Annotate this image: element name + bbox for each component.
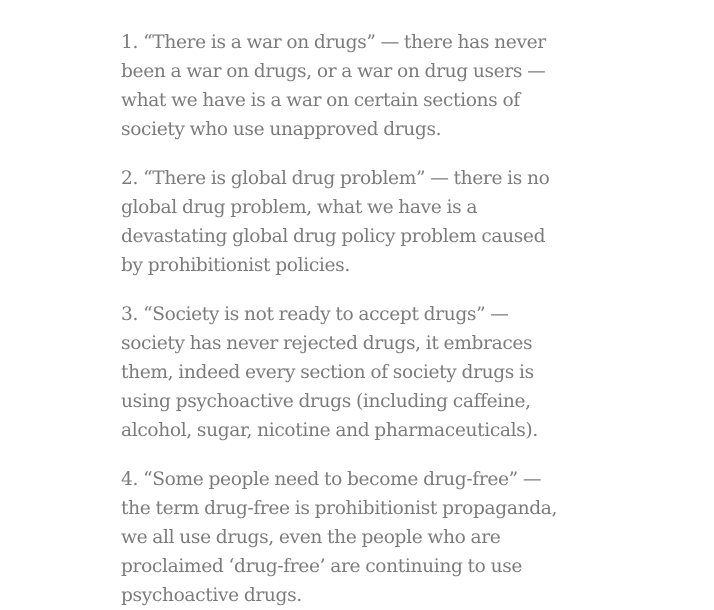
paragraph-number: 2. [121, 168, 139, 189]
paragraph-number: 4. [121, 469, 139, 490]
paragraph-text: “Some people need to become drug-free” — the term drug-free is prohibitionist propaganda, we all use drugs, even the people who are proclaimed ‘drug-free’ are continuing to use psychoactive drugs. [121, 469, 558, 606]
paragraph-number: 3. [121, 304, 139, 325]
paragraph-text: “Society is not ready to accept drugs” — society has never rejected drugs, it embraces them, indeed every section of society drugs is using psychoactive drugs (including caffeine, alcohol, sugar, nicotine and pharmaceuticals). [121, 304, 538, 441]
paragraph-2 [121, 164, 561, 280]
paragraph-4 [121, 465, 561, 610]
paragraph-3 [121, 300, 561, 445]
paragraph-text: “There is global drug problem” — there is no global drug problem, what we have is a devastating global drug policy problem caused by prohibitionist policies. [121, 168, 550, 276]
article-body [121, 28, 561, 610]
paragraph-1 [121, 28, 561, 144]
paragraph-number: 1. [121, 32, 139, 53]
paragraph-text: “There is a war on drugs” — there has never been a war on drugs, or a war on drug users — what we have is a war on certain sections of society who use unapproved drugs. [121, 32, 546, 140]
